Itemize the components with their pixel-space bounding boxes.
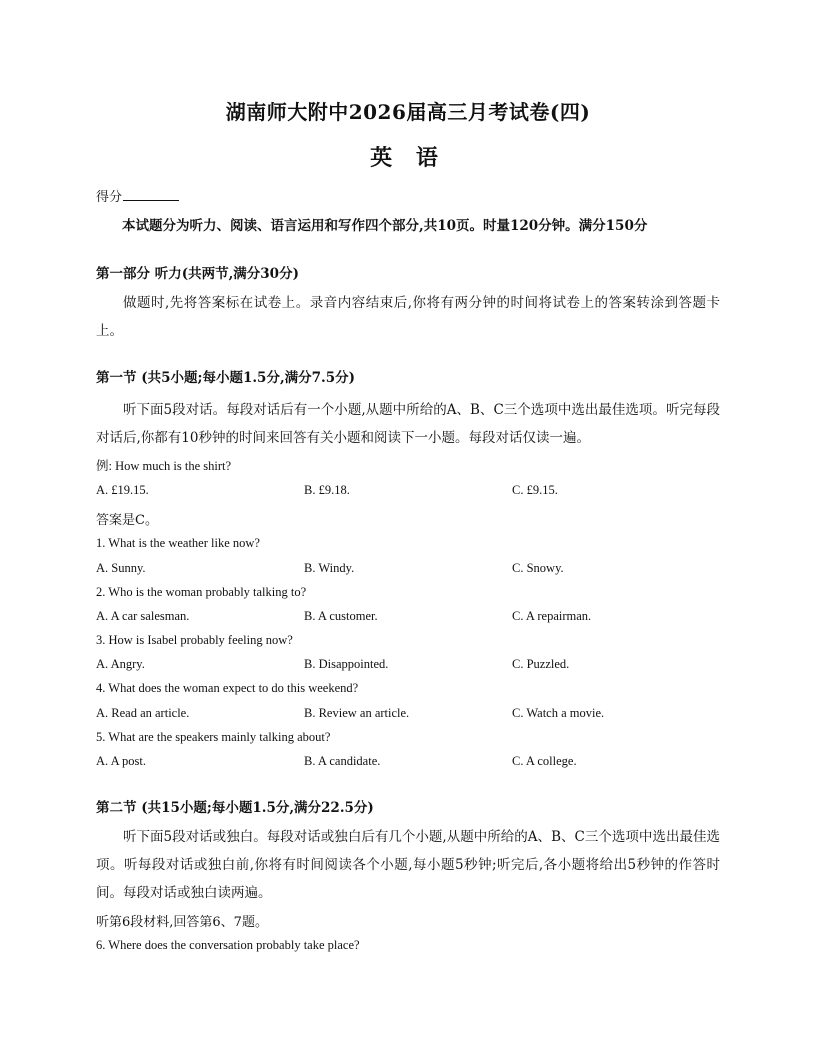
- section2-heading: 第二节 (共15小题;每小题1.5分,满分22.5分): [96, 800, 374, 816]
- example-option-c: C. £9.15.: [512, 483, 558, 497]
- q3-option-b: B. Disappointed.: [304, 657, 389, 671]
- example-option-a: A. £19.15.: [96, 483, 149, 497]
- q3-option-a: A. Angry.: [96, 657, 145, 671]
- exam-intro: 本试题分为听力、阅读、语言运用和写作四个部分,共10页。时量120分钟。满分150分: [122, 218, 648, 234]
- q5-option-c: C. A college.: [512, 754, 577, 768]
- q4-option-b: B. Review an article.: [304, 706, 410, 720]
- section1-instructions: 听下面5段对话。每段对话后有一个小题,从题中所给的A、B、C三个选项中选出最佳选项。听完每段对话后,你都有10秒钟的时间来回答有关小题和阅读下一小题。每段对话仅读一遍。: [96, 402, 720, 446]
- q2-option-c: C. A repairman.: [512, 609, 592, 623]
- subject-title: 英 语: [370, 145, 446, 171]
- score-label: 得分: [96, 190, 123, 205]
- question-5: 5. What are the speakers mainly talking about?: [96, 730, 331, 744]
- q4-option-a: A. Read an article.: [96, 706, 190, 720]
- question-1: 1. What is the weather like now?: [96, 536, 260, 550]
- q5-option-a: A. A post.: [96, 754, 147, 768]
- question-3: 3. How is Isabel probably feeling now?: [96, 633, 293, 647]
- q1-option-a: A. Sunny.: [96, 561, 146, 575]
- section2-instructions: 听下面5段对话或独白。每段对话或独白后有几个小题,从题中所给的A、B、C三个选项中选出最佳选项。听每段对话或独白前,你将有时间阅读各个小题,每小题5秒钟;听完后,各小题将给出5秒钟的作答时间。每段对话或独白读两遍。: [96, 829, 720, 901]
- q2-option-a: A. A car salesman.: [96, 609, 190, 623]
- question-6: 6. Where does the conversation probably take place?: [96, 938, 360, 952]
- q1-option-c: C. Snowy.: [512, 561, 564, 575]
- section1-heading: 第一节 (共5小题;每小题1.5分,满分7.5分): [96, 370, 356, 386]
- q5-option-b: B. A candidate.: [304, 754, 381, 768]
- q3-option-c: C. Puzzled.: [512, 657, 570, 671]
- page-title: 湖南师大附中2026届高三月考试卷(四): [225, 100, 591, 124]
- material-note: 听第6段材料,回答第6、7题。: [96, 915, 268, 930]
- q4-option-c: C. Watch a movie.: [512, 706, 605, 720]
- example-option-b: B. £9.18.: [304, 483, 350, 497]
- score-blank: [123, 188, 179, 201]
- question-4: 4. What does the woman expect to do this weekend?: [96, 681, 359, 695]
- q1-option-b: B. Windy.: [304, 561, 355, 575]
- score-line: [96, 186, 179, 205]
- example-answer: 答案是C。: [96, 513, 158, 528]
- question-2: 2. Who is the woman probably talking to?: [96, 585, 307, 599]
- part1-instructions: 做题时,先将答案标在试卷上。录音内容结束后,你将有两分钟的时间将试卷上的答案转涂到答题卡上。: [96, 295, 720, 339]
- q2-option-b: B. A customer.: [304, 609, 378, 623]
- example-question: 例: How much is the shirt?: [96, 459, 232, 473]
- part1-heading: 第一部分 听力(共两节,满分30分): [96, 266, 299, 282]
